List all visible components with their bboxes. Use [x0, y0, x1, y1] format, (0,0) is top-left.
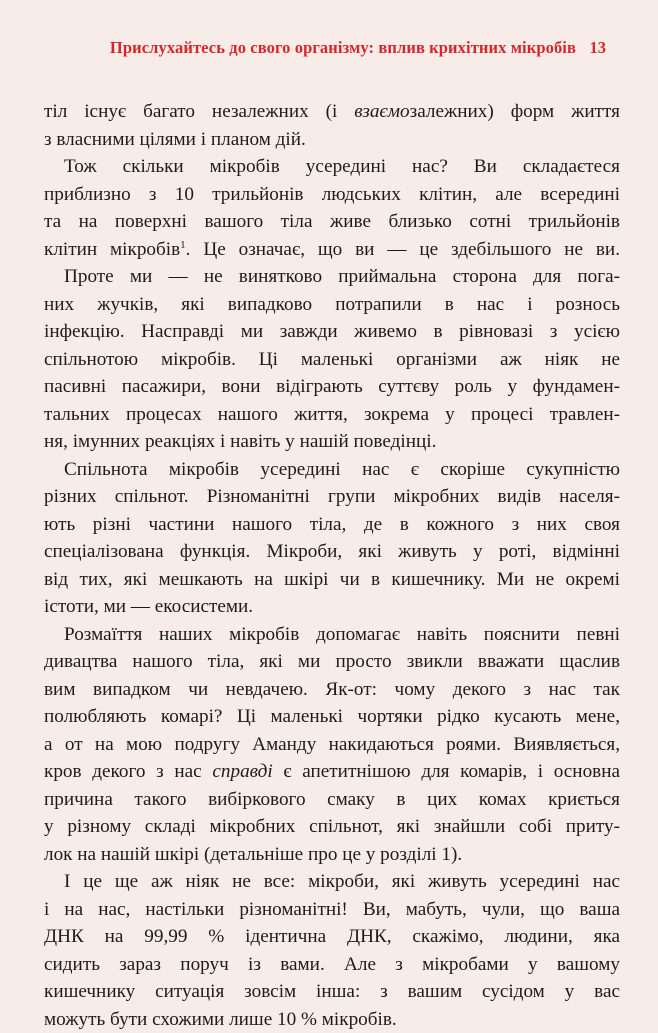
text-line: них жучків, які випадково потрапили в нас і рознось [44, 291, 620, 319]
footnote-marker: 1 [180, 239, 186, 251]
paragraph [44, 263, 620, 456]
text-line: ня, імунних реакціях і навіть у нашій поведінці. [44, 428, 620, 456]
italic-emphasis: справді [212, 761, 272, 782]
text-line: кров декого з нас справді є апетитнішою для комарів, і основна [44, 758, 620, 786]
text-line: ють різні частини нашого тіла, де в кожного з них своя [44, 511, 620, 539]
text-line: з власними цілями і планом дій. [44, 126, 620, 154]
text-line: причина такого вибіркового смаку в цих комах криється [44, 786, 620, 814]
text-line: пасивні пасажири, вони відіграють суттєву роль у фундамен- [44, 373, 620, 401]
text-line: Розмаїття наших мікробів допомагає навіть пояснити певні [44, 621, 620, 649]
text-line: тіл існує багато незалежних (і взаємозалежних) форм життя [44, 98, 620, 126]
text-line: інфекцію. Насправді ми завжди живемо в рівновазі з усією [44, 318, 620, 346]
body-text [44, 98, 620, 1033]
text-line: спільнотою мікробів. Ці маленькі організми аж ніяк не [44, 346, 620, 374]
paragraph [44, 153, 620, 263]
text-line: полюбляють комарі? Ці маленькі чортяки рідко кусають мене, [44, 703, 620, 731]
text-line: а от на мою подругу Аманду накидаються роями. Виявляється, [44, 731, 620, 759]
text-line: спеціалізована функція. Мікроби, які живуть у роті, відмінні [44, 538, 620, 566]
paragraph [44, 456, 620, 621]
text-line: від тих, які мешкають на шкірі чи в кишечнику. Ми не окремі [44, 566, 620, 594]
text-line: істоти, ми — екосистеми. [44, 593, 620, 621]
text-line: тальних процесах нашого життя, зокрема у процесі травлен- [44, 401, 620, 429]
text-line: ДНК на 99,99 % ідентична ДНК, скажімо, людини, яка [44, 923, 620, 951]
text-line: Спільнота мікробів усередині нас є скоріше сукупністю [44, 456, 620, 484]
text-line: можуть бути схожими лише 10 % мікробів. [44, 1006, 620, 1033]
text-line: кишечнику ситуація зовсім інша: з вашим сусідом у вас [44, 978, 620, 1006]
paragraph [44, 98, 620, 153]
text-line: клітин мікробів$^1$. Це означає, що ви — це здебільшого не ви. [44, 236, 620, 264]
text-line: І це ще аж ніяк не все: мікроби, які живуть усередині нас [44, 868, 620, 896]
text-line: лок на нашій шкірі (детальніше про це у розділі 1). [44, 841, 620, 869]
text-line: дивацтва нашого тіла, які ми просто звикли вважати щаслив [44, 648, 620, 676]
text-line: сидить зараз поруч із вами. Але з мікробами у вашому [44, 951, 620, 979]
text-line: різних спільнот. Різноманітні групи мікробних видів населя- [44, 483, 620, 511]
text-line: Проте ми — не винятково приймальна сторона для пога- [44, 263, 620, 291]
text-line: приблизно з 10 трильйонів людських клітин, але всередині [44, 181, 620, 209]
text-line: вим випадком чи невдачею. Як-от: чому декого з нас так [44, 676, 620, 704]
text-line: та на поверхні вашого тіла живе близько сотні трильйонів [44, 208, 620, 236]
text-line: і на нас, настільки різноманітні! Ви, мабуть, чули, що ваша [44, 896, 620, 924]
text-line: Тож скільки мікробів усередині нас? Ви складаєтеся [44, 153, 620, 181]
running-head: Прислухайтесь до свого організму: вплив крихітних мікробів [60, 38, 576, 58]
paragraph [44, 621, 620, 869]
text-line: у різному складі мікробних спільнот, які знайшли собі приту- [44, 813, 620, 841]
paragraph [44, 868, 620, 1033]
page-number: 13 [590, 38, 607, 58]
italic-emphasis: взаємо [354, 101, 409, 122]
